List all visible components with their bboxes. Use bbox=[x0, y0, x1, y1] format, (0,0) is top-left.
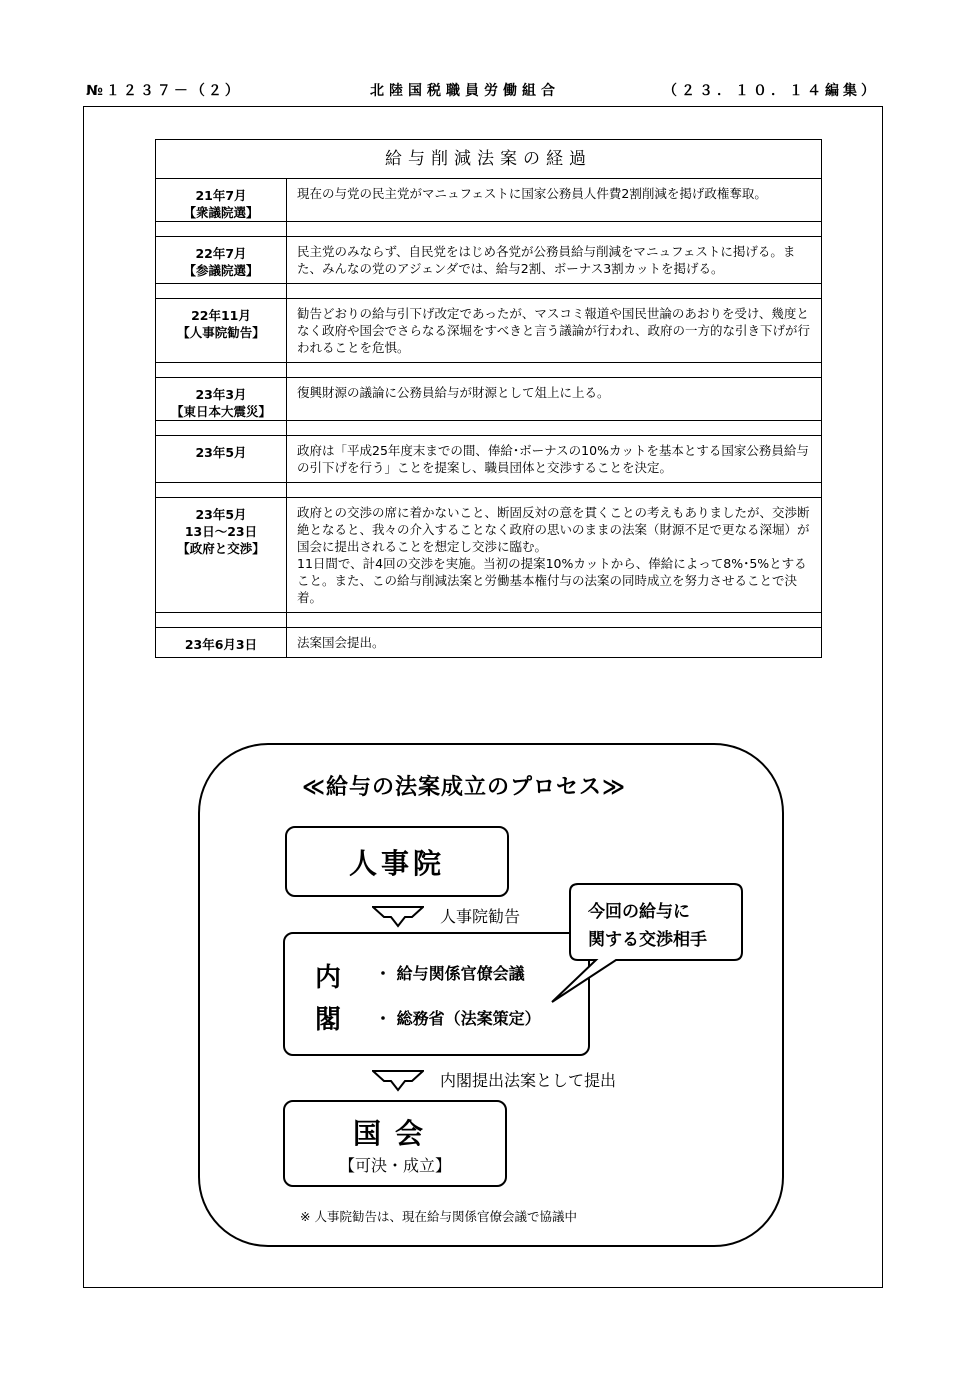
event-description: 復興財源の議論に公務員給与が財源として俎上に上る。 bbox=[287, 378, 822, 421]
event-description: 現在の与党の民主党がマニュフェストに国家公務員人件費2割削減を掲げ政権奪取。 bbox=[287, 179, 822, 222]
issue-number: №１２３７－（２） bbox=[86, 83, 242, 99]
event-date-line: 23年3月 bbox=[195, 387, 247, 402]
table-row bbox=[156, 628, 822, 658]
spacer-cell bbox=[156, 222, 287, 237]
event-date bbox=[156, 237, 287, 284]
jinji-label: 人事院 bbox=[348, 847, 445, 880]
spacer-row bbox=[156, 483, 822, 498]
table-row bbox=[156, 237, 822, 284]
spacer-row bbox=[156, 421, 822, 436]
spacer-row bbox=[156, 613, 822, 628]
event-date-line: 13日～23日 bbox=[184, 524, 258, 539]
union-name: 北陸国税職員労働組合 bbox=[370, 83, 560, 99]
naikaku-label-bottom: 閣 bbox=[315, 1005, 342, 1035]
event-description: 政府は「平成25年度末までの間、俸給･ボーナスの10%カットを基本とする国家公務員給与の引下げを行う」ことを提案し、職員団体と交渉することを決定。 bbox=[287, 436, 822, 483]
history-table bbox=[155, 139, 822, 658]
table-row bbox=[156, 299, 822, 363]
spacer-cell bbox=[287, 613, 822, 628]
table-row bbox=[156, 179, 822, 222]
event-date-line: 【政府と交渉】 bbox=[177, 541, 265, 556]
down-arrow-icon bbox=[372, 1070, 424, 1092]
event-date-line: 23年6月3日 bbox=[184, 637, 258, 652]
footnote: ※ 人事院勧告は、現在給与関係官僚会議で協議中 bbox=[300, 1209, 577, 1224]
event-date bbox=[156, 299, 287, 363]
spacer-cell bbox=[287, 363, 822, 378]
event-date-line: 【衆議院選】 bbox=[183, 205, 259, 220]
event-description: 民主党のみならず、自民党をはじめ各党が公務員給与削減をマニュフェストに掲げる。また、みんなの党のアジェンダでは、給与2割、ボーナス3割カットを掲げる。 bbox=[287, 237, 822, 284]
event-date-line: 22年7月 bbox=[195, 246, 247, 261]
event-date bbox=[156, 378, 287, 421]
arrow-label-recommendation: 人事院勧告 bbox=[440, 907, 521, 926]
spacer-row bbox=[156, 363, 822, 378]
kokkai-label: 国会 bbox=[352, 1117, 437, 1150]
spacer-row bbox=[156, 222, 822, 237]
naikaku-label-top: 内 bbox=[315, 963, 342, 993]
spacer-cell bbox=[287, 222, 822, 237]
table-row bbox=[156, 378, 822, 421]
spacer-cell bbox=[156, 421, 287, 436]
event-date-line: 22年11月 bbox=[191, 308, 251, 323]
table-title: 給与削減法案の経過 bbox=[156, 140, 822, 179]
event-description: 勧告どおりの給与引下げ改定であったが、マスコミ報道や国民世論のあおりを受け、幾度となく政府や国会でさらなる深堀をすべきと言う議論が行われ、政府の一方的な引き下げが行われることを危惧。 bbox=[287, 299, 822, 363]
event-date bbox=[156, 498, 287, 613]
spacer-cell bbox=[156, 284, 287, 299]
spacer-cell bbox=[156, 483, 287, 498]
kokkai-box bbox=[283, 1100, 507, 1187]
event-date-line: 21年7月 bbox=[195, 188, 247, 203]
spacer-row bbox=[156, 284, 822, 299]
callout-line: 今回の給与に bbox=[588, 902, 690, 922]
event-date-line: 23年5月 bbox=[195, 507, 247, 522]
event-date bbox=[156, 436, 287, 483]
event-date bbox=[156, 628, 287, 658]
event-date-line: 【東日本大震災】 bbox=[170, 404, 271, 419]
process-title: ≪給与の法案成立のプロセス≫ bbox=[302, 775, 627, 800]
naikaku-item: ・ 給与関係官僚会議 bbox=[375, 964, 525, 983]
spacer-cell bbox=[156, 363, 287, 378]
event-date-line: 【参議院選】 bbox=[183, 263, 259, 278]
arrow-label-submission: 内閣提出法案として提出 bbox=[440, 1071, 617, 1090]
spacer-cell bbox=[287, 483, 822, 498]
spacer-cell bbox=[156, 613, 287, 628]
table-row bbox=[156, 436, 822, 483]
event-date-line: 【人事院勧告】 bbox=[177, 325, 265, 340]
spacer-cell bbox=[287, 421, 822, 436]
naikaku-item: ・ 総務省（法案策定） bbox=[375, 1009, 541, 1028]
kokkai-sublabel: 【可決・成立】 bbox=[338, 1156, 451, 1175]
table-row bbox=[156, 498, 822, 613]
down-arrow-icon bbox=[372, 906, 424, 928]
spacer-cell bbox=[287, 284, 822, 299]
callout-line: 関する交渉相手 bbox=[588, 930, 707, 950]
table-title-row bbox=[156, 140, 822, 179]
event-description: 政府との交渉の席に着かないこと、断固反対の意を貫くことの考えもありましたが、交渉断絶となると、我々の介入することなく政府の思いのままの法案（財源不足で更なる深堀）が国会に提出されることを想定し交渉に臨む。 11日間で、計4回の交渉を実施。当初の提案10%カットから、俸給によって8%･5%とすること。また、この給与削減法案と労働基本権付与の法案の同時成立を努力させることで決着。 bbox=[287, 498, 822, 613]
callout-text bbox=[588, 898, 707, 954]
edit-date: （２３．１０．１４編集） bbox=[663, 83, 879, 99]
event-date-line: 23年5月 bbox=[195, 445, 247, 460]
jinji-box bbox=[285, 826, 509, 897]
event-date bbox=[156, 179, 287, 222]
event-description: 法案国会提出。 bbox=[287, 628, 822, 658]
